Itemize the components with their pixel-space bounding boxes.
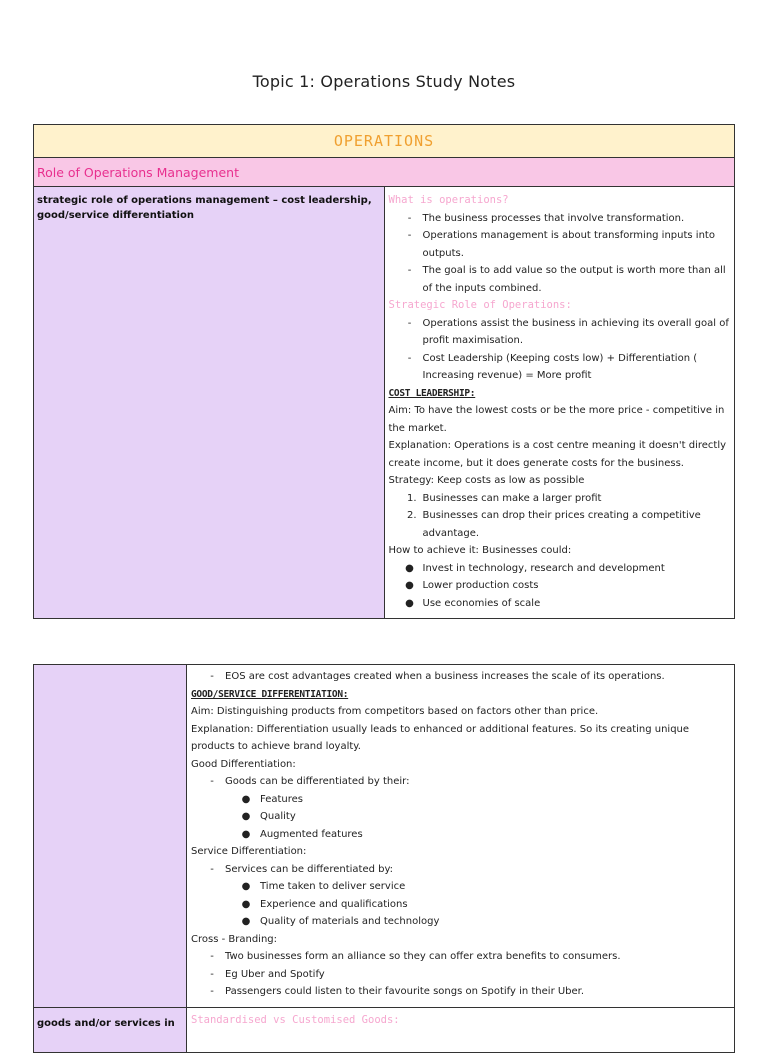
list-item: ● Quality of materials and technology — [241, 916, 440, 927]
list-item: ● Invest in technology, research and development — [405, 562, 665, 574]
list-item: - Cost Leadership (Keeping costs low) + Differentiation ( Increasing revenue) = More profit — [407, 352, 698, 381]
page-title: Topic 1: Operations Study Notes — [252, 72, 516, 91]
list-item: - Operations assist the business in achieving its overall goal of profit maximisation. — [407, 317, 729, 346]
section-heading: What is operations? — [388, 194, 509, 206]
notes-cell — [187, 1007, 735, 1052]
list-item: - Goods can be differentiated by their: — [210, 776, 410, 787]
list-item: 1. Businesses can make a larger profit — [406, 492, 602, 504]
list-item: - The goal is to add value so the output is worth more than all of the inputs combined. — [407, 265, 726, 294]
good-diff-heading: Good Differentiation: — [191, 758, 296, 770]
cost-leadership-heading: COST LEADERSHIP: — [388, 387, 476, 399]
list-item: ● Features — [241, 793, 303, 805]
list-item: ● Augmented features — [241, 828, 363, 840]
syllabus-point: goods and/or services in — [34, 1007, 187, 1052]
list-item: - Operations management is about transforming inputs into outputs. — [407, 230, 715, 259]
role-header: Role of Operations Management — [34, 158, 735, 187]
section-heading: Standardised vs Customised Goods: — [191, 1013, 400, 1026]
notes-cell — [384, 187, 735, 619]
service-diff-heading: Service Differentiation: — [191, 846, 307, 857]
aim-text: Aim: To have the lowest costs or be the more price - competitive in the market. — [388, 405, 725, 434]
list-item: ● Lower production costs — [405, 580, 539, 591]
operations-header: OPERATIONS — [34, 125, 735, 158]
operations-table — [33, 124, 735, 619]
cross-branding-heading: Cross - Branding: — [191, 933, 277, 945]
list-item: ● Use economies of scale — [405, 597, 541, 609]
notes-cell — [187, 665, 735, 1008]
strategy-text: Strategy: Keep costs as low as possible — [388, 475, 585, 486]
explanation-text: Explanation: Operations is a cost centre meaning it doesn't directly create income, but it does generate costs for the business. — [388, 440, 727, 469]
list-item: - Two businesses form an alliance so they can offer extra benefits to consumers. — [210, 951, 621, 962]
how-text: How to achieve it: Businesses could: — [388, 545, 572, 556]
list-item: - EOS are cost advantages created when a business increases the scale of its operations. — [210, 671, 665, 682]
syllabus-point: strategic role of operations management – cost leadership, good/service differentiation — [34, 187, 385, 619]
differentiation-heading: GOOD/SERVICE DIFFERENTIATION: — [191, 688, 349, 700]
operations-table-continued — [33, 664, 735, 1053]
syllabus-point-empty — [34, 665, 187, 1008]
explanation-text: Explanation: Differentiation usually leads to enhanced or additional features. So its creating unique products to achieve brand loyalty. — [191, 723, 690, 752]
list-item: ● Time taken to deliver service — [241, 881, 406, 892]
aim-text: Aim: Distinguishing products from competitors based on factors other than price. — [191, 706, 599, 717]
list-item: ● Quality — [241, 811, 296, 822]
list-item: ● Experience and qualifications — [241, 898, 408, 910]
list-item: 2. Businesses can drop their prices creating a competitive advantage. — [406, 510, 701, 539]
section-heading: Strategic Role of Operations: — [388, 299, 572, 311]
list-item: - Passengers could listen to their favourite songs on Spotify in their Uber. — [210, 986, 585, 997]
list-item: - Eg Uber and Spotify — [210, 968, 325, 980]
list-item: - The business processes that involve transformation. — [407, 212, 685, 224]
list-item: - Services can be differentiated by: — [210, 863, 394, 875]
